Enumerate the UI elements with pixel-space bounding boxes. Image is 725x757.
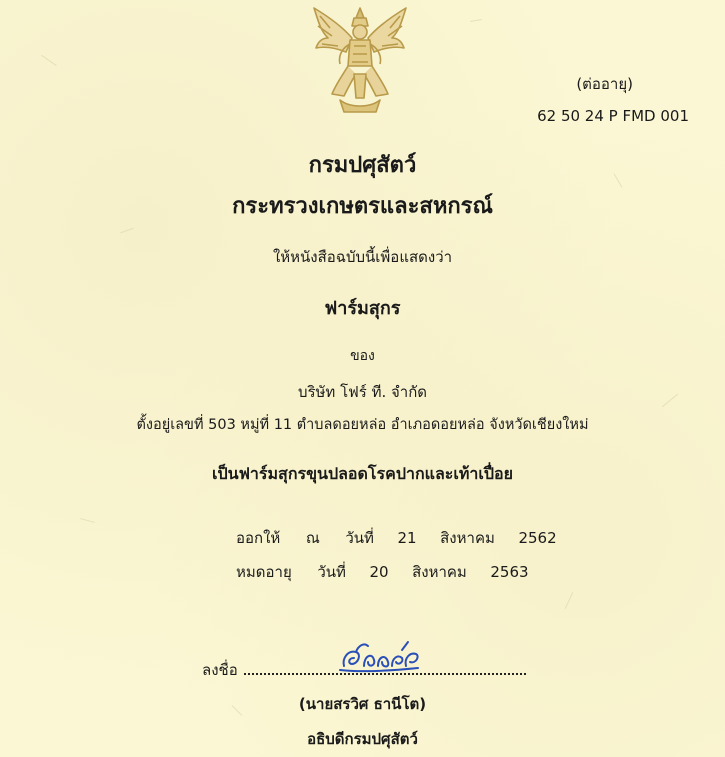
issue-day: 21 (397, 529, 417, 547)
expiry-year: 2563 (490, 563, 529, 581)
intro-text: ให้หนังสือฉบับนี้เพื่อแสดงว่า (272, 248, 453, 266)
renewal-note: (ต่ออายุ) (576, 75, 633, 93)
paper-fiber (470, 19, 482, 22)
paper-fiber (565, 592, 574, 609)
signer-title: อธิบดีกรมปศุสัตว์ (307, 730, 418, 748)
paper-fiber (80, 518, 95, 523)
certification-status: เป็นฟาร์มสุกรขุนปลอดโรคปากและเท้าเปื่อย (212, 464, 513, 483)
expiry-month: สิงหาคม (412, 563, 467, 581)
issue-year: 2562 (518, 529, 557, 547)
signer-name: (นายสรวิศ ธานีโต) (298, 695, 427, 713)
expiry-day-label: วันที่ (317, 563, 346, 581)
issue-day-label: วันที่ (345, 529, 374, 547)
farm-address: ตั้งอยู่เลขที่ 503 หมู่ที่ 11 ตำบลดอยหล่อ อำเภอดอยหล่อ จังหวัดเชียงใหม่ (136, 417, 589, 433)
company-name: บริษัท โฟร์ ที. จำกัด (297, 383, 428, 401)
issue-month: สิงหาคม (440, 529, 495, 547)
expiry-label: หมดอายุ (236, 563, 292, 581)
document-code: 62 50 24 P FMD 001 (537, 107, 689, 125)
of-label: ของ (350, 348, 375, 364)
department-title: กรมปศุสัตว์ (308, 153, 417, 178)
expiry-date-row (236, 560, 529, 584)
handwritten-signature (338, 636, 422, 676)
paper-fiber (41, 55, 56, 66)
issue-label: ออกให้ (236, 529, 281, 547)
expiry-day: 20 (369, 563, 389, 581)
paper-fiber (120, 228, 133, 234)
issue-prep: ณ (305, 529, 320, 547)
signature-label: ลงชื่อ (202, 661, 238, 679)
issue-date-row (236, 526, 557, 550)
ministry-title: กระทรวงเกษตรและสหกรณ์ (232, 194, 493, 219)
farm-type: ฟาร์มสุกร (324, 298, 401, 319)
garuda-emblem-icon (310, 4, 410, 116)
